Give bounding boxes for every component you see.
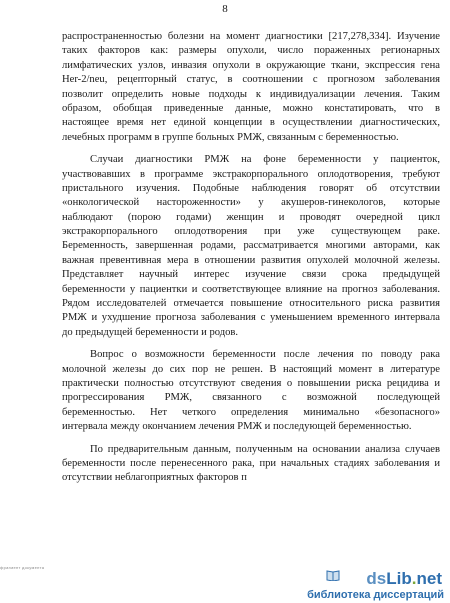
text-line: таких факторов как: размеры опухоли, число пораженных регионарных [62,45,440,57]
text-line: беременности после перенесенного рака, при начальных стадиях заболевания и [62,457,440,469]
text-line: участвовавших в программе экстракорпорального оплодотворения, требуют [62,168,440,180]
text-line: настоящее время нет единой концепции в осуществлении диагностических, [62,117,440,129]
text-line: интервала между окончанием лечения РМЖ и последующей беременностью. [62,421,412,433]
text-line: молочной железы до сих пор не решен. В настоящий момент в литературе [62,363,440,375]
text-line: до предыдущей беременности и родов. [62,326,239,338]
text-line: беременностью. Нет четкого определения минимально «безопасного» [62,406,440,418]
text-line: важная превентивная мера в отношении развития опухолей молочной железы. [62,254,440,266]
text-line: образом, обобщая приведенные данные, можно констатировать, что в [62,102,440,114]
watermark-subtitle: библиотека диссертаций [307,589,444,601]
text-line: пристального изучения. Подобные наблюдения говорят об отсутствии [62,182,440,194]
text-line: лимфатических узлов, инвазия опухоли в окружающие ткани, экспрессия гена [62,59,440,71]
document-body [62,30,440,486]
text-line: РМЖ и ухудшение прогноза заболевания с уменьшением временного интервала [62,312,440,324]
logo-ds: ds [366,569,387,588]
logo-net: net [416,569,442,588]
text-line: лечебных программ в группе больных РМЖ, связанным с беременностью. [62,131,399,143]
text-line: Беременность, завершенная родами, рассматривается многими авторами, как [62,240,440,252]
text-line: распространенностью болезни на момент диагностики [217,278,334]. Изучение [62,31,440,42]
paragraph-1 [62,30,440,145]
text-line: практически полностью отсутствуют сведения о повышении риска рецидива и [62,377,440,389]
paragraph-4 [62,443,440,486]
text-line: Рядом исследователей отмечается повышение относительного риска развития [62,298,440,310]
paragraph-3 [62,348,440,434]
text-line: Her-2/neu, рецепторный статус, в соотношении с прогнозом заболевания [62,74,440,86]
text-line: Представляет научный интерес изучение связи срока предыдущей [62,269,440,281]
text-line: прогрессирования РМЖ, связанного с возможной последующей [62,392,440,404]
book-icon [326,569,340,581]
margin-scan-mark: фрагмент документа [0,565,45,570]
text-line: экстракорпорального оплодотворения при уже существующем раке. [62,226,440,238]
logo-dot: . [411,569,417,588]
watermark-logo [366,570,442,587]
text-line: По предварительным данным, полученным на основании анализа случаев [90,443,440,455]
text-line: «онкологической настороженности» у акушеров-гинекологов, которые [62,197,440,209]
text-line: беременности у пациентки и соответствующее влияние на прогноз заболевания. [62,283,440,295]
text-line: наблюдают (порою годами) женщин и проводят очередной цикл [62,211,440,223]
page-number: 8 [222,3,228,15]
text-line: Случаи диагностики РМЖ на фоне беременности у пациенток, [90,154,440,166]
paragraph-2 [62,153,440,340]
logo-lib: Lib [386,569,412,588]
text-line: отсутствии неблагоприятных факторов п [62,472,247,484]
text-line: Вопрос о возможности беременности после лечения по поводу рака [90,349,440,361]
text-line: позволит определить новые подходы к индивидуализации лечения. Таким [62,88,440,100]
